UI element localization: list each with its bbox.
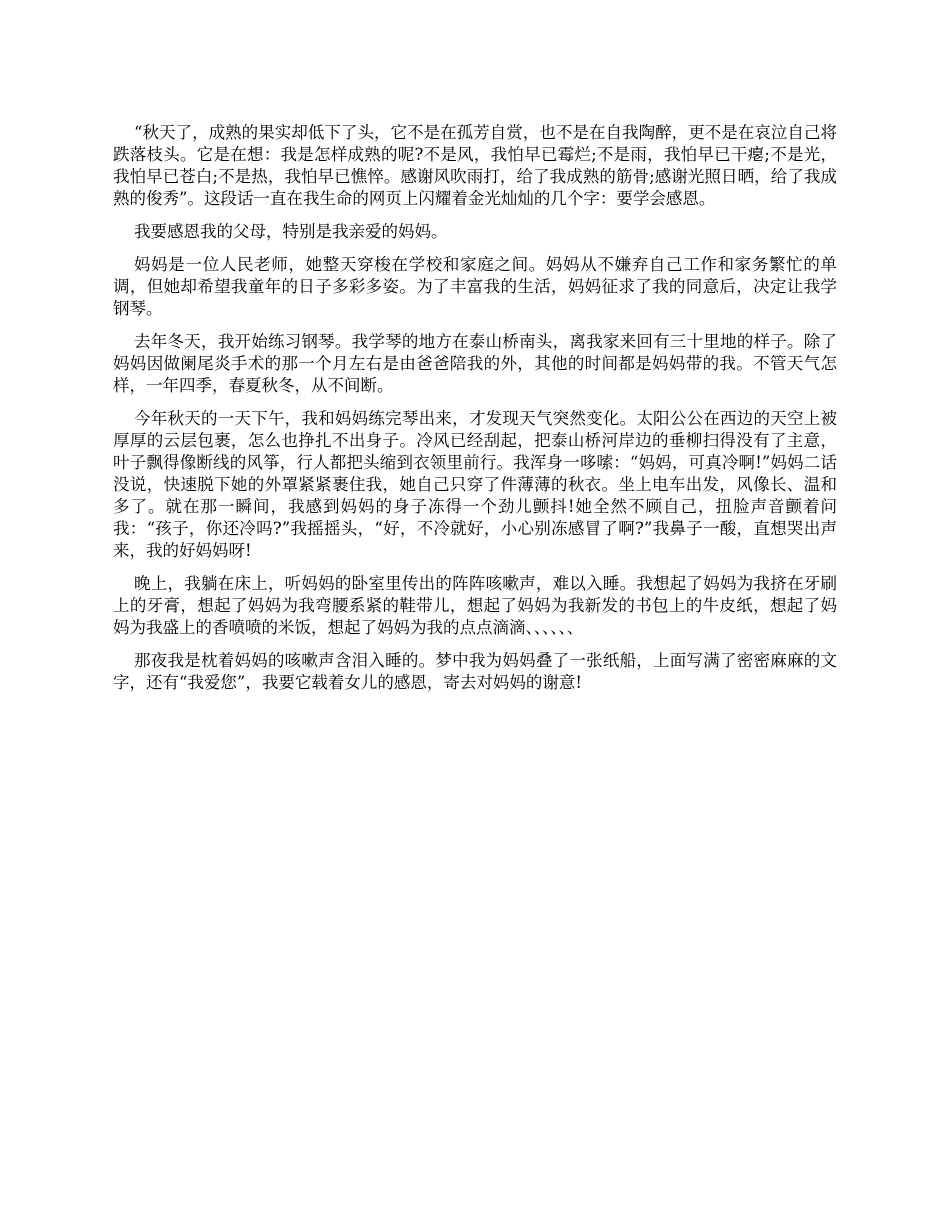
- paragraph-3: 妈妈是一位人民老师，她整天穿梭在学校和家庭之间。妈妈从不嫌弃自己工作和家务繁忙的单调，但她却希望我童年的日子多彩多姿。为了丰富我的生活，妈妈征求了我的同意后，决定让我学钢琴。: [113, 255, 837, 318]
- paragraph-4: 去年冬天，我开始练习钢琴。我学琴的地方在泰山桥南头，离我家来回有三十里地的样子。除了妈妈因做阑尾炎手术的那一个月左右是由爸爸陪我的外，其他的时间都是妈妈带的我。不管天气怎样，一年四季，春夏秋冬，从不间断。: [113, 332, 837, 395]
- paragraph-5: 今年秋天的一天下午，我和妈妈练完琴出来，才发现天气突然变化。太阳公公在西边的天空上被厚厚的云层包裹，怎么也挣扎不出身子。冷风已经刮起，把泰山桥河岸边的垂柳扫得没有了主意，叶子飘得像断线的风筝，行人都把头缩到衣领里前行。我浑身一哆嗦：“妈妈，可真冷啊!”妈妈二话没说，快速脱下她的外罩紧紧裹住我，她自己只穿了件薄薄的秋衣。坐上电车出发，风像长、温和多了。就在那一瞬间，我感到妈妈的身子冻得一个劲儿颤抖!她全然不顾自己，扭脸声音颤着问我：“孩子，你还冷吗?”我摇摇头，“好，不冷就好，小心别冻感冒了啊?”我鼻子一酸，直想哭出声来，我的好妈妈呀!: [113, 409, 837, 560]
- paragraph-1: “秋天了，成熟的果实却低下了头，它不是在孤芳自赏，也不是在自我陶醉，更不是在哀泣自己将跌落枝头。它是在想：我是怎样成熟的呢?不是风，我怕早已霉烂;不是雨，我怕早已干瘪;不是光，我怕早已苍白;不是热，我怕早已憔悴。感谢风吹雨打，给了我成熟的筋骨;感谢光照日晒，给了我成熟的俊秀”。这段话一直在我生命的网页上闪耀着金光灿灿的几个字：要学会感恩。: [113, 123, 837, 208]
- paragraph-7: 那夜我是枕着妈妈的咳嗽声含泪入睡的。梦中我为妈妈叠了一张纸船，上面写满了密密麻麻的文字，还有“我爱您”，我要它载着女儿的感恩，寄去对妈妈的谢意!: [113, 651, 837, 692]
- paragraph-2: 我要感恩我的父母，特别是我亲爱的妈妈。: [133, 222, 448, 241]
- paragraph-6: 晚上，我躺在床上，听妈妈的卧室里传出的阵阵咳嗽声，难以入睡。我想起了妈妈为我挤在牙刷上的牙膏，想起了妈妈为我弯腰系紧的鞋带儿，想起了妈妈为我新发的书包上的牛皮纸，想起了妈妈为我盛上的香喷喷的米饭，想起了妈妈为我的点点滴滴、、、、、、: [113, 574, 837, 637]
- document-page: [113, 122, 837, 705]
